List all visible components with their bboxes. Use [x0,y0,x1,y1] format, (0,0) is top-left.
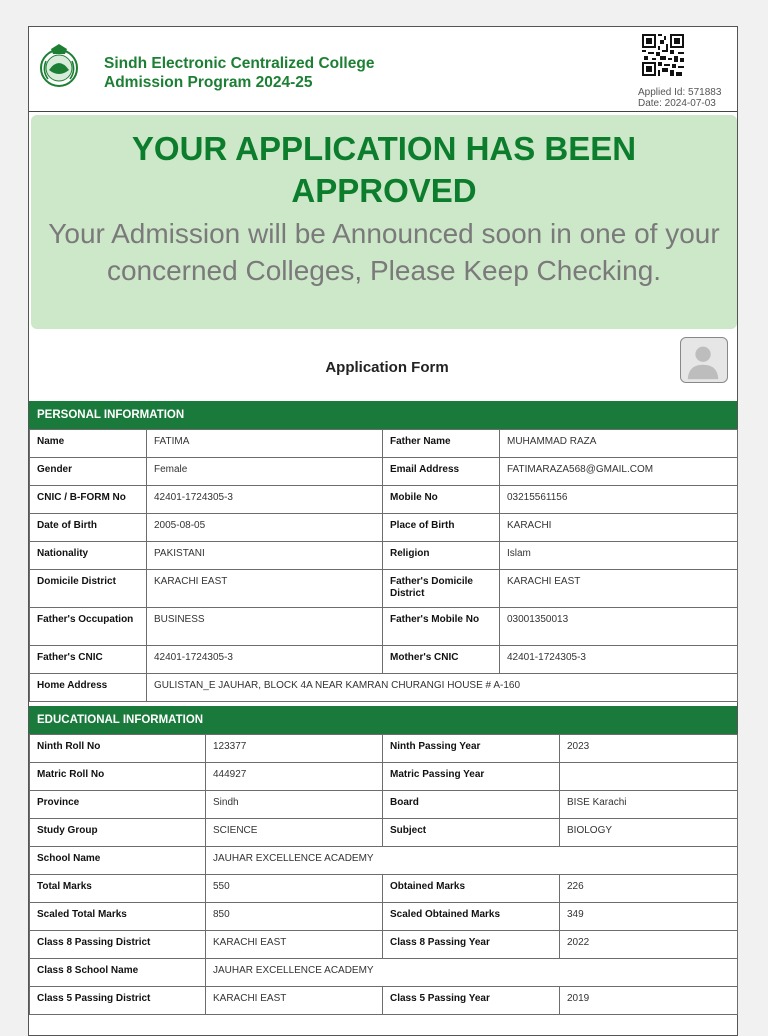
field-value: Sindh [206,791,383,819]
application-page [28,26,738,1036]
personal-info-header: PERSONAL INFORMATION [29,401,737,429]
approval-message: Your Admission will be Announced soon in one of your concerned Colleges, Please Keep Checking. [48,218,720,286]
table-row [30,514,738,542]
field-label: Mother's CNIC [383,646,500,674]
field-label: Ninth Passing Year [383,735,560,763]
field-label: Ninth Roll No [30,735,206,763]
field-value: 03001350013 [500,608,738,646]
field-value: 550 [206,875,383,903]
field-value [560,763,738,791]
field-label: Father's Domicile District [383,570,500,608]
field-value: 226 [560,875,738,903]
field-label: Gender [30,458,147,486]
field-value: 2005-08-05 [147,514,383,542]
field-label: School Name [30,847,206,875]
table-row [30,486,738,514]
form-header [29,27,737,112]
field-value: KARACHI EAST [147,570,383,608]
field-label: Subject [383,819,560,847]
program-title [104,54,374,92]
field-value: 2019 [560,987,738,1015]
field-label: Nationality [30,542,147,570]
field-value: Islam [500,542,738,570]
field-value: BIOLOGY [560,819,738,847]
approval-banner [31,115,737,329]
table-row [30,646,738,674]
field-label: Mobile No [383,486,500,514]
field-label: Name [30,430,147,458]
educational-info-header: EDUCATIONAL INFORMATION [29,706,737,734]
field-value: 444927 [206,763,383,791]
field-value: FATIMA [147,430,383,458]
field-label: Father Name [383,430,500,458]
field-value: 42401-1724305-3 [147,646,383,674]
program-title-line2: Admission Program 2024-25 [104,74,313,91]
field-label: Study Group [30,819,206,847]
table-row [30,959,738,987]
field-label: Total Marks [30,875,206,903]
field-label: Email Address [383,458,500,486]
qr-code-icon [642,34,684,76]
field-value: KARACHI EAST [206,987,383,1015]
field-label: Board [383,791,560,819]
field-value: KARACHI EAST [500,570,738,608]
field-value: BISE Karachi [560,791,738,819]
table-row [30,608,738,646]
field-label: Home Address [30,674,147,702]
field-label: Date of Birth [30,514,147,542]
table-row [30,763,738,791]
field-value: 2023 [560,735,738,763]
approval-heading: YOUR APPLICATION HAS BEEN APPROVED [131,130,637,209]
field-label: Province [30,791,206,819]
table-row [30,542,738,570]
field-value: 2022 [560,931,738,959]
table-row [30,931,738,959]
table-row [30,791,738,819]
field-label: Father's CNIC [30,646,147,674]
field-value: PAKISTANI [147,542,383,570]
field-value: 42401-1724305-3 [147,486,383,514]
application-meta [638,87,721,109]
field-value: JAUHAR EXCELLENCE ACADEMY [206,847,738,875]
field-label: Matric Passing Year [383,763,560,791]
field-value: Female [147,458,383,486]
field-value: SCIENCE [206,819,383,847]
field-label: Class 8 Passing Year [383,931,560,959]
educational-info-table [29,734,738,1015]
field-value: FATIMARAZA568@GMAIL.COM [500,458,738,486]
applicant-photo [680,337,728,383]
field-value: 349 [560,903,738,931]
program-title-line1: Sindh Electronic Centralized College [104,55,375,72]
table-row [30,847,738,875]
field-label: Father's Mobile No [383,608,500,646]
table-row [30,987,738,1015]
field-label: CNIC / B-FORM No [30,486,147,514]
field-label: Class 8 Passing District [30,931,206,959]
field-value: 03215561156 [500,486,738,514]
field-label: Scaled Obtained Marks [383,903,560,931]
table-row [30,735,738,763]
table-row [30,875,738,903]
field-value: KARACHI EAST [206,931,383,959]
field-value: 850 [206,903,383,931]
field-label: Class 8 School Name [30,959,206,987]
field-value: JAUHAR EXCELLENCE ACADEMY [206,959,738,987]
table-row [30,819,738,847]
field-label: Class 5 Passing District [30,987,206,1015]
field-label: Matric Roll No [30,763,206,791]
sindh-government-logo-icon [37,41,81,89]
field-label: Religion [383,542,500,570]
field-label: Scaled Total Marks [30,903,206,931]
field-value: 42401-1724305-3 [500,646,738,674]
table-row [30,674,738,702]
applied-id: Applied Id: 571883 [638,87,722,98]
user-placeholder-icon [681,338,727,382]
field-value: KARACHI [500,514,738,542]
field-label: Father's Occupation [30,608,147,646]
field-label: Domicile District [30,570,147,608]
personal-info-table [29,429,738,702]
table-row [30,430,738,458]
field-label: Class 5 Passing Year [383,987,560,1015]
table-row [30,458,738,486]
applied-date: Date: 2024-07-03 [638,98,716,109]
field-value: 123377 [206,735,383,763]
field-label: Obtained Marks [383,875,560,903]
table-row [30,570,738,608]
field-value: BUSINESS [147,608,383,646]
form-title: Application Form [325,359,449,376]
field-label: Place of Birth [383,514,500,542]
field-value: MUHAMMAD RAZA [500,430,738,458]
field-value: GULISTAN_E JAUHAR, BLOCK 4A NEAR KAMRAN CHURANGI HOUSE # A-160 [147,674,738,702]
table-row [30,903,738,931]
